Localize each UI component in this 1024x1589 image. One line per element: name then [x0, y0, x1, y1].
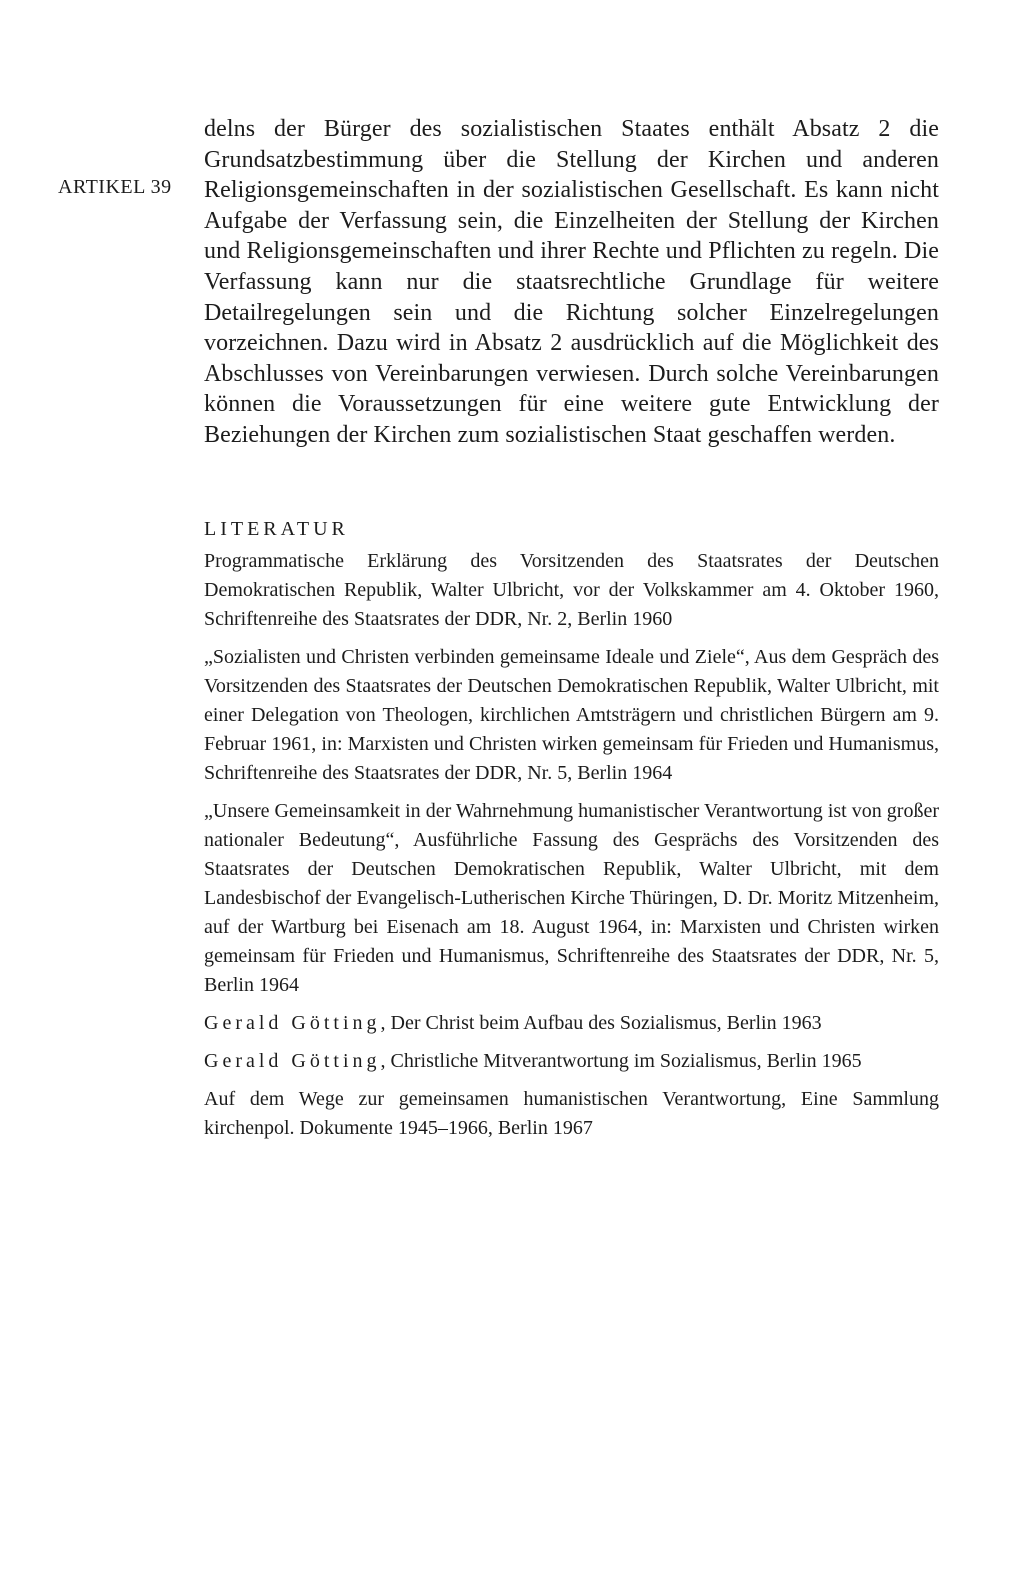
- literature-entry: [204, 643, 939, 788]
- body-text-block: [204, 114, 939, 451]
- literature-entry: [204, 1009, 939, 1038]
- literature-entry-text: , Der Christ beim Aufbau des Sozialismus, Berlin 1963: [380, 1012, 822, 1034]
- literature-entry-text: Auf dem Wege zur gemeinsamen humanistischen Verantwortung, Eine Sammlung kirchenpol. Dokumente 1945–1966, Berlin 1967: [204, 1088, 939, 1139]
- literature-entry-text: Programmatische Erklärung des Vorsitzenden des Staatsrates der Deutschen Demokratischen Republik, Walter Ulbricht, vor der Volkskammer am 4. Oktober 1960, Schriftenreihe des Staatsrates der DDR, Nr. 2, Berlin 1960: [204, 550, 939, 630]
- body-paragraph: delns der Bürger des sozialistischen Staates enthält Absatz 2 die Grundsatzbestimmung über die Stellung der Kirchen und anderen Religionsgemeinschaften in der sozialistischen Gesellschaft. Es kann nicht Aufgabe der Verfassung sein, die Einzelheiten der Stellung der Kirchen und Religionsgemeinschaften und ihrer Rechte und Pflichten zu regeln. Die Verfassung kann nur die staatsrechtliche Grundlage für weitere Detailregelungen sein und die Richtung solcher Einzelregelungen vorzeichnen. Dazu wird in Absatz 2 ausdrücklich auf die Möglichkeit des Abschlusses von Vereinbarungen verwiesen. Durch solche Vereinbarungen können die Voraussetzungen für eine weitere gute Entwicklung der Beziehungen der Kirchen zum sozialistischen Staat geschaffen werden.: [204, 116, 939, 448]
- literature-entry: [204, 1085, 939, 1143]
- literature-section: [204, 515, 939, 1152]
- literature-entry: [204, 547, 939, 634]
- literature-entry-author: Gerald Götting: [204, 1012, 381, 1034]
- article-margin-label: ARTIKEL 39: [58, 176, 172, 198]
- literature-entry: [204, 797, 939, 1000]
- literature-entry-text: , Christliche Mitverantwortung im Sozialismus, Berlin 1965: [380, 1050, 862, 1072]
- literature-entry-text: „Unsere Gemeinsamkeit in der Wahrnehmung humanistischer Verantwortung ist von großer nationaler Bedeutung“, Ausführliche Fassung des Gesprächs des Vorsitzenden des Staatsrates der Deutschen Demokratischen Republik, Walter Ulbricht, mit dem Landesbischof der Evangelisch-Lutherischen Kirche Thüringen, D. Dr. Moritz Mitzenheim, auf der Wartburg bei Eisenach am 18. August 1964, in: Marxisten und Christen wirken gemeinsam für Frieden und Humanismus, Schriftenreihe des Staatsrates der DDR, Nr. 5, Berlin 1964: [204, 800, 939, 996]
- literature-entry: [204, 1047, 939, 1076]
- literature-entry-author: Gerald Götting: [204, 1050, 381, 1072]
- literature-heading: LITERATUR: [204, 518, 349, 540]
- literature-entry-text: „Sozialisten und Christen verbinden gemeinsame Ideale und Ziele“, Aus dem Gespräch des Vorsitzenden des Staatsrates der Deutschen Demokratischen Republik, Walter Ulbricht, mit einer Delegation von Theologen, kirchlichen Amtsträgern und christlichen Bürgern am 9. Februar 1961, in: Marxisten und Christen wirken gemeinsam für Frieden und Humanismus, Schriftenreihe des Staatsrates der DDR, Nr. 5, Berlin 1964: [204, 646, 939, 784]
